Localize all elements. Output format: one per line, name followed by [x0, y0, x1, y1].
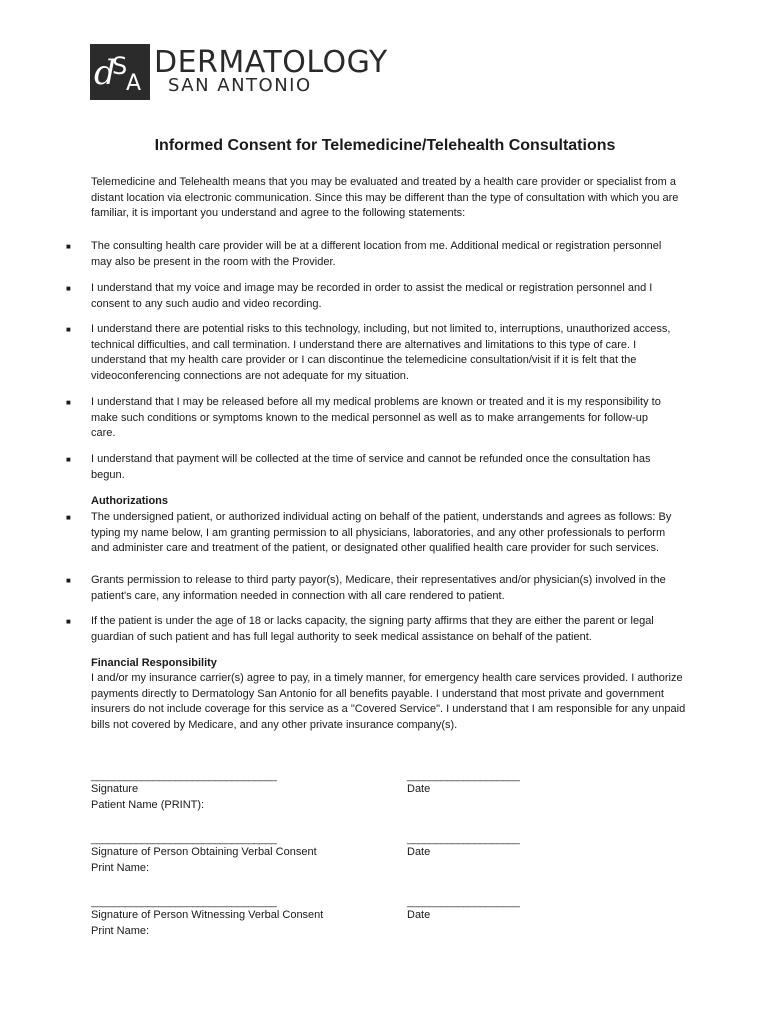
dsa-logo-icon	[90, 44, 150, 100]
signature-line[interactable]: _________________________________	[91, 896, 277, 908]
print-name-label: Print Name:	[91, 925, 150, 937]
statement-item: The consulting health care provider will be at a different location from me. Additional medical or registration personnel may also be present in the room with the Provider.	[91, 240, 662, 268]
logo-subtitle: SAN ANTONIO	[168, 75, 312, 96]
date-label: Date	[407, 909, 431, 921]
date-line[interactable]: ____________________	[407, 770, 520, 782]
svg-text:d: d	[94, 53, 116, 93]
print-name-label: Patient Name (PRINT):	[91, 799, 205, 811]
financial-paragraph: I and/or my insurance carrier(s) agree to pay, in a timely manner, for emergency health care services provided. I authorize payments directly to Dermatology San Antonio for all benefits payable. I understand that most private and government insurers do not include coverage for this service as a "Covered Service". I understand that I am responsible for any unpaid bills not covered by Medicare, and any other private insurance company(s).	[91, 672, 686, 731]
logo-wordmark: DERMATOLOGY	[154, 45, 388, 80]
authorization-item: Grants permission to release to third party payor(s), Medicare, their representatives and/or physician(s) involved in the patient's care, any information needed in connection with all care rendered to patient.	[91, 574, 666, 602]
bullet-icon: ■	[66, 325, 71, 334]
signature-line[interactable]: _________________________________	[91, 833, 277, 845]
company-logo	[90, 44, 388, 102]
signature-label: Signature of Person Witnessing Verbal Consent	[91, 909, 324, 921]
document-title: Informed Consent for Telemedicine/Telehealth Consultations	[154, 137, 616, 154]
signature-label: Signature	[91, 783, 139, 795]
authorizations-heading: Authorizations	[91, 495, 168, 507]
bullet-icon: ■	[66, 398, 71, 407]
statement-item: I understand that my voice and image may be recorded in order to assist the medical or registration personnel and I consent to any such audio and video recording.	[91, 282, 653, 310]
bullet-icon: ■	[66, 617, 71, 626]
signature-line[interactable]: _________________________________	[91, 770, 277, 782]
print-name-label: Print Name:	[91, 862, 150, 874]
authorization-item: The undersigned patient, or authorized individual acting on behalf of the patient, understands and agrees as follows: By typing my name below, I am granting permission to all physicians, laboratories, and any other professionals to perform and administer care and treatment of the patient, or designated other qualified health care provider for such services.	[91, 511, 672, 555]
date-label: Date	[407, 846, 431, 858]
statement-item: I understand there are potential risks to this technology, including, but not limited to, interruptions, unauthorized access, technical difficulties, and call termination. I understand there are alternatives and limitations to this type of care. I understand that my health care provider or I can discontinue the telemedicine consultation/visit if it is felt that the videoconferencing connections are not adequate for my situation.	[91, 323, 671, 382]
bullet-icon: ■	[66, 513, 71, 522]
bullet-icon: ■	[66, 242, 71, 251]
bullet-icon: ■	[66, 576, 71, 585]
bullet-icon: ■	[66, 455, 71, 464]
date-line[interactable]: ____________________	[407, 896, 520, 908]
date-line[interactable]: ____________________	[407, 833, 520, 845]
authorization-item: If the patient is under the age of 18 or lacks capacity, the signing party affirms that they are either the parent or legal guardian of such patient and has full legal authority to seek medical assistance on behalf of the patient.	[91, 615, 654, 643]
intro-paragraph: Telemedicine and Telehealth means that you may be evaluated and treated by a health care provider or specialist from a distant location via electronic communication. Since this may be different than the type of consultation with which you are familiar, it is important you understand and agree to the following statements:	[91, 176, 679, 220]
svg-text:A: A	[126, 71, 142, 96]
statement-item: I understand that payment will be collected at the time of service and cannot be refunded once the consultation has begun.	[91, 453, 651, 481]
date-label: Date	[407, 783, 431, 795]
statement-item: I understand that I may be released before all my medical problems are known or treated and it is my responsibility to make such conditions or symptoms known to the medical personnel as well as to make arrangements for follow-up care.	[91, 396, 661, 440]
signature-label: Signature of Person Obtaining Verbal Consent	[91, 846, 317, 858]
financial-heading: Financial Responsibility	[91, 657, 217, 669]
bullet-icon: ■	[66, 284, 71, 293]
svg-text:S: S	[112, 52, 128, 80]
